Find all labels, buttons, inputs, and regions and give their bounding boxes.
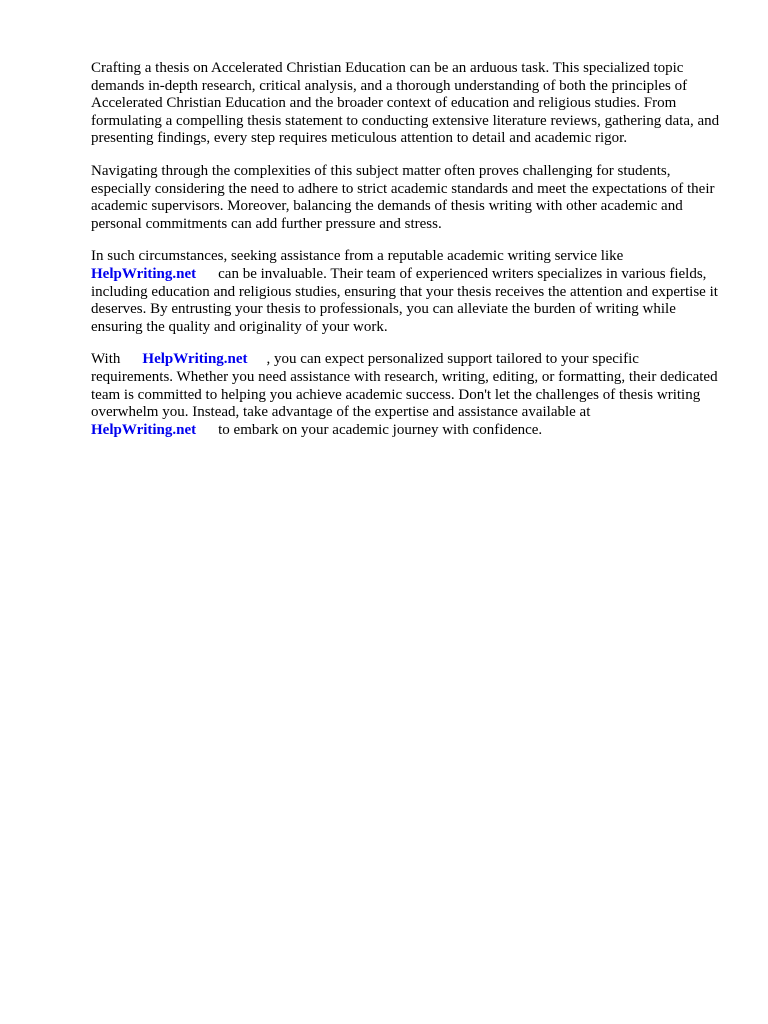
paragraph-assistance xyxy=(91,248,721,336)
paragraph-assistance-lead: In such circumstances, seeking assistance from a reputable academic writing service like xyxy=(91,248,624,265)
helpwriting-link[interactable]: HelpWriting.net xyxy=(91,265,197,282)
document-body xyxy=(91,60,721,454)
helpwriting-link-3[interactable]: HelpWriting.net xyxy=(91,421,197,438)
paragraph-assistance-rest: can be invaluable. Their team of experienced writers specializes in various fields, including education and religious studies, ensuring that your thesis receives the attention and expertise it deserves. By entrusting your thesis to professionals, you can alleviate the burden of writing while ensuring the quality and originality of your work. xyxy=(91,265,718,335)
paragraph-support-lead: With xyxy=(91,351,121,368)
paragraph-challenges: Navigating through the complexities of this subject matter often proves challenging for students, especially considering the need to adhere to strict academic standards and meet the expectations of their academic supervisors. Moreover, balancing the demands of thesis writing with other academic and personal commitments can add further pressure and stress. xyxy=(91,162,715,232)
paragraph-support-end: to embark on your academic journey with confidence. xyxy=(218,421,543,438)
paragraph-support-middle: , you can expect personalized support tailored to your specific requirements. Whether you need assistance with research, writing, editing, or formatting, their dedicated team is committed to helping you achieve academic success. Don't let the challenges of thesis writing overwhelm you. Instead, take advantage of the expertise and assistance available at xyxy=(91,351,718,421)
paragraph-support xyxy=(91,351,721,439)
paragraph-intro: Crafting a thesis on Accelerated Christian Education can be an arduous task. This specialized topic demands in-depth research, critical analysis, and a thorough understanding of both the principles of Accelerated Christian Education and the broader context of education and religious studies. From formulating a compelling thesis statement to conducting extensive literature reviews, gathering data, and presenting findings, every step requires meticulous attention to detail and academic rigor. xyxy=(91,60,720,147)
helpwriting-link-2[interactable]: HelpWriting.net xyxy=(142,351,248,368)
